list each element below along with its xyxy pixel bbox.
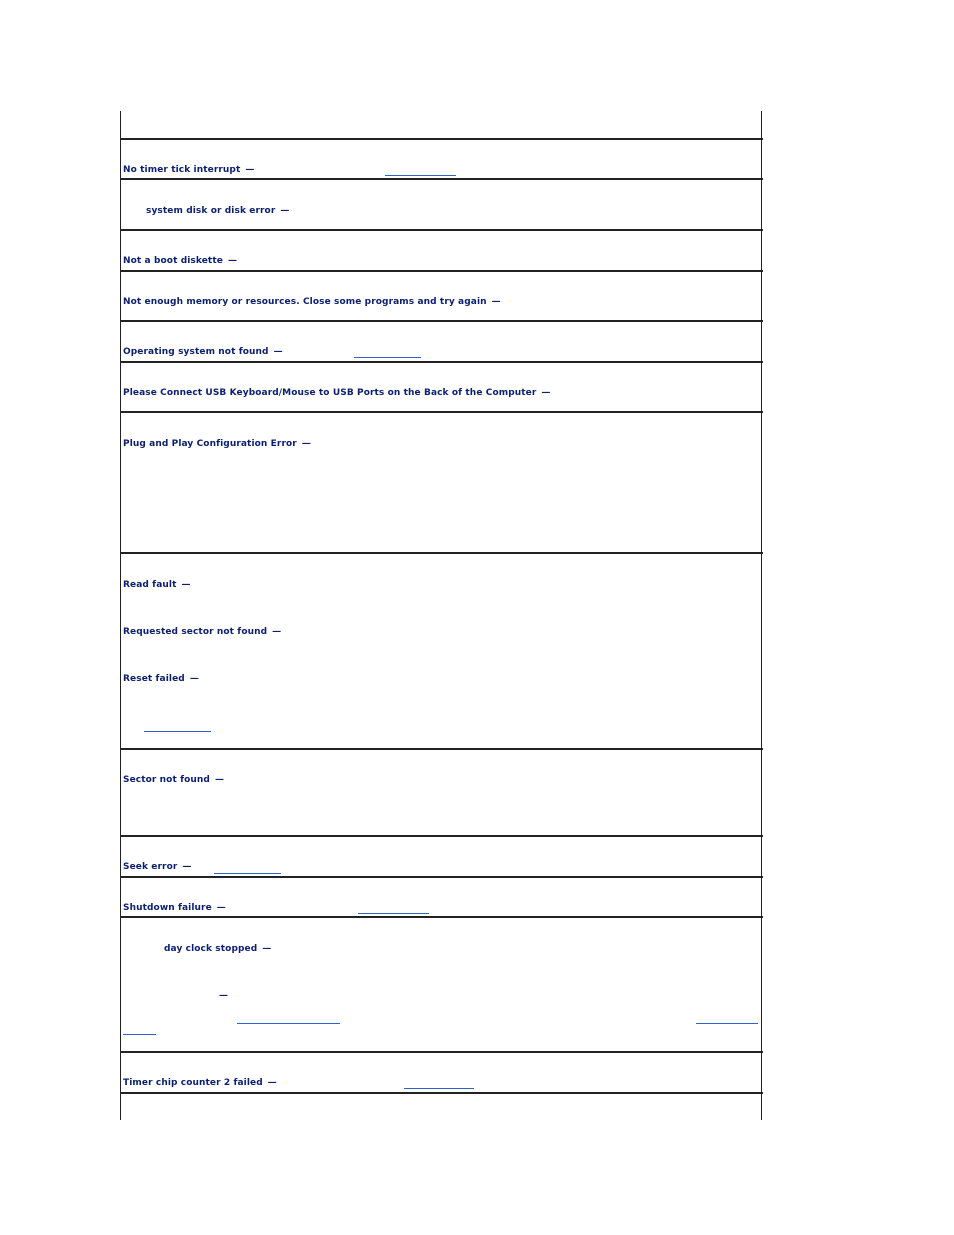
error-label: day clock stopped (164, 944, 258, 954)
error-label: system disk or disk error (146, 206, 276, 216)
dash: — (219, 991, 229, 1001)
link-underline[interactable] (696, 1023, 758, 1024)
error-label: Plug and Play Configuration Error (123, 439, 297, 449)
row-divider (120, 411, 763, 413)
table-row (123, 580, 191, 590)
table-row (123, 903, 226, 913)
link-underline[interactable] (358, 913, 429, 914)
error-label: Read fault (123, 580, 177, 590)
table-row (123, 388, 551, 398)
dash: — (182, 862, 192, 872)
dash: — (227, 256, 238, 266)
dash: — (262, 944, 272, 954)
table-row (123, 627, 281, 637)
table-row (123, 297, 501, 307)
error-label: Sector not found (123, 775, 210, 785)
link-underline[interactable] (144, 731, 211, 732)
table-row (123, 256, 237, 266)
row-divider (120, 320, 763, 322)
row-divider (120, 876, 763, 878)
row-divider (120, 178, 763, 180)
table-row (123, 1078, 277, 1088)
error-label: Not a boot diskette (123, 256, 223, 266)
dash: — (216, 903, 226, 913)
row-divider (120, 916, 763, 918)
row-divider (120, 835, 763, 837)
table-row (123, 439, 311, 449)
table-row (123, 165, 254, 175)
link-underline[interactable] (354, 357, 421, 358)
error-label: Reset failed (123, 674, 185, 684)
error-label: Operating system not found (123, 347, 269, 357)
dash: — (267, 1078, 277, 1088)
table-row (214, 991, 228, 1001)
dash: — (280, 206, 290, 216)
link-underline[interactable] (214, 873, 281, 874)
row-divider (120, 552, 763, 554)
row-divider (120, 1051, 763, 1053)
error-label: Timer chip counter 2 failed (123, 1078, 263, 1088)
dash: — (189, 674, 199, 684)
error-label: Shutdown failure (123, 903, 212, 913)
table-row (123, 862, 192, 872)
dash: — (491, 297, 501, 307)
row-divider (120, 748, 763, 750)
link-underline[interactable] (123, 1034, 156, 1035)
error-label: Requested sector not found (123, 627, 268, 637)
table-row (164, 944, 271, 954)
row-divider (120, 1092, 763, 1094)
table-row (146, 206, 289, 216)
dash: — (273, 347, 283, 357)
table-row (123, 775, 224, 785)
row-divider (120, 229, 763, 231)
table-row (123, 674, 199, 684)
error-label: Seek error (123, 862, 178, 872)
table-row (123, 347, 283, 357)
dash: — (272, 627, 282, 637)
link-underline[interactable] (237, 1023, 340, 1024)
link-underline[interactable] (385, 175, 456, 176)
row-divider (120, 138, 763, 140)
dash: — (245, 165, 255, 175)
error-label: Please Connect USB Keyboard/Mouse to USB Ports on the Back of the Computer (123, 388, 537, 398)
row-divider (120, 270, 763, 272)
dash: — (541, 388, 551, 398)
link-underline[interactable] (404, 1088, 474, 1089)
dash: — (214, 775, 225, 785)
dash: — (181, 580, 191, 590)
dash: — (301, 439, 311, 449)
row-divider (120, 361, 763, 363)
error-label: No timer tick interrupt (123, 165, 241, 175)
error-label: Not enough memory or resources. Close some programs and try again (123, 297, 487, 307)
